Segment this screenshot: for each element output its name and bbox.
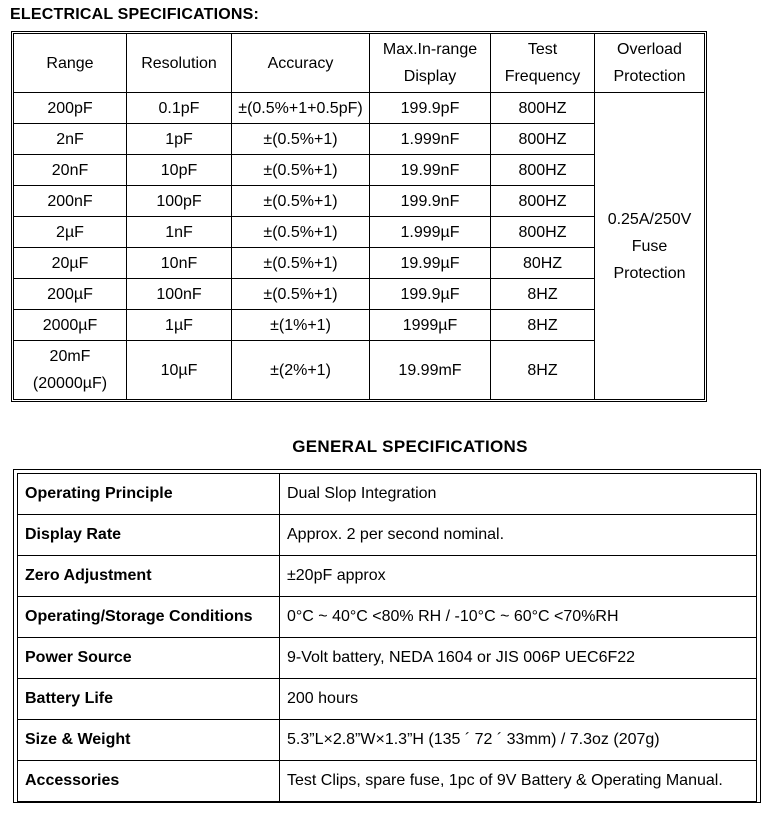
frequency-cell: 800HZ: [491, 155, 595, 186]
resolution-cell: 1nF: [127, 217, 232, 248]
spec-label: Zero Adjustment: [18, 556, 280, 597]
table-row: [18, 720, 757, 761]
display-cell: 199.9pF: [370, 93, 491, 124]
spec-label: Power Source: [18, 638, 280, 679]
general-spec-title: GENERAL SPECIFICATIONS: [292, 437, 528, 456]
spec-value: 5.3”L×2.8”W×1.3”H (135 ´ 72 ´ 33mm) / 7.3oz (207g): [280, 720, 757, 761]
electrical-spec-table-frame: [11, 31, 707, 402]
spec-value: 0°C ~ 40°C <80% RH / -10°C ~ 60°C <70%RH: [280, 597, 757, 638]
range-cell: 2nF: [14, 124, 127, 155]
general-spec-table-frame: [13, 469, 761, 803]
range-cell: 200nF: [14, 186, 127, 217]
accuracy-cell: ±(0.5%+1): [232, 248, 370, 279]
frequency-cell: 8HZ: [491, 310, 595, 341]
header-accuracy: Accuracy: [232, 34, 370, 93]
header-resolution: Resolution: [127, 34, 232, 93]
accuracy-cell: ±(1%+1): [232, 310, 370, 341]
resolution-cell: 10µF: [127, 341, 232, 400]
accuracy-cell: ±(2%+1): [232, 341, 370, 400]
table-row: [18, 597, 757, 638]
table-row: [18, 638, 757, 679]
display-cell: 1.999µF: [370, 217, 491, 248]
accuracy-cell: ±(0.5%+1): [232, 124, 370, 155]
header-test-frequency: Test Frequency: [491, 34, 595, 93]
resolution-cell: 10nF: [127, 248, 232, 279]
frequency-cell: 800HZ: [491, 93, 595, 124]
header-max-display: Max.In-range Display: [370, 34, 491, 93]
range-cell: 20mF (20000µF): [14, 341, 127, 400]
header-range: Range: [14, 34, 127, 93]
table-row: [18, 515, 757, 556]
spec-value: 9-Volt battery, NEDA 1604 or JIS 006P UEC6F22: [280, 638, 757, 679]
spec-label: Accessories: [18, 761, 280, 802]
electrical-spec-title: ELECTRICAL SPECIFICATIONS:: [10, 6, 260, 23]
frequency-cell: 800HZ: [491, 217, 595, 248]
accuracy-cell: ±(0.5%+1): [232, 217, 370, 248]
display-cell: 19.99mF: [370, 341, 491, 400]
range-cell: 20µF: [14, 248, 127, 279]
electrical-header-row: [14, 34, 705, 93]
accuracy-cell: ±(0.5%+1): [232, 155, 370, 186]
frequency-cell: 800HZ: [491, 186, 595, 217]
table-row: [18, 679, 757, 720]
spec-value: Dual Slop Integration: [280, 474, 757, 515]
resolution-cell: 0.1pF: [127, 93, 232, 124]
spec-value: Test Clips, spare fuse, 1pc of 9V Battery & Operating Manual.: [280, 761, 757, 802]
frequency-cell: 8HZ: [491, 341, 595, 400]
spec-label: Operating Principle: [18, 474, 280, 515]
resolution-cell: 1pF: [127, 124, 232, 155]
display-cell: 19.99µF: [370, 248, 491, 279]
frequency-cell: 800HZ: [491, 124, 595, 155]
frequency-cell: 80HZ: [491, 248, 595, 279]
spec-value: Approx. 2 per second nominal.: [280, 515, 757, 556]
electrical-spec-table: [13, 33, 705, 400]
accuracy-cell: ±(0.5%+1+0.5pF): [232, 93, 370, 124]
display-cell: 19.99nF: [370, 155, 491, 186]
spec-label: Display Rate: [18, 515, 280, 556]
spec-label: Operating/Storage Conditions: [18, 597, 280, 638]
spec-label: Battery Life: [18, 679, 280, 720]
table-row: [14, 93, 705, 124]
spec-label: Size & Weight: [18, 720, 280, 761]
accuracy-cell: ±(0.5%+1): [232, 279, 370, 310]
resolution-cell: 10pF: [127, 155, 232, 186]
range-cell: 2µF: [14, 217, 127, 248]
display-cell: 1999µF: [370, 310, 491, 341]
table-row: [18, 474, 757, 515]
spec-value: 200 hours: [280, 679, 757, 720]
resolution-cell: 100pF: [127, 186, 232, 217]
header-overload-protection: Overload Protection: [595, 34, 705, 93]
resolution-cell: 1µF: [127, 310, 232, 341]
range-cell: 20nF: [14, 155, 127, 186]
display-cell: 1.999nF: [370, 124, 491, 155]
spec-value: ±20pF approx: [280, 556, 757, 597]
overload-protection-cell: 0.25A/250V Fuse Protection: [595, 93, 705, 400]
general-spec-table: [17, 473, 757, 802]
table-row: [18, 556, 757, 597]
range-cell: 200pF: [14, 93, 127, 124]
display-cell: 199.9nF: [370, 186, 491, 217]
range-cell: 200µF: [14, 279, 127, 310]
frequency-cell: 8HZ: [491, 279, 595, 310]
resolution-cell: 100nF: [127, 279, 232, 310]
range-cell: 2000µF: [14, 310, 127, 341]
accuracy-cell: ±(0.5%+1): [232, 186, 370, 217]
table-row: [18, 761, 757, 802]
display-cell: 199.9µF: [370, 279, 491, 310]
